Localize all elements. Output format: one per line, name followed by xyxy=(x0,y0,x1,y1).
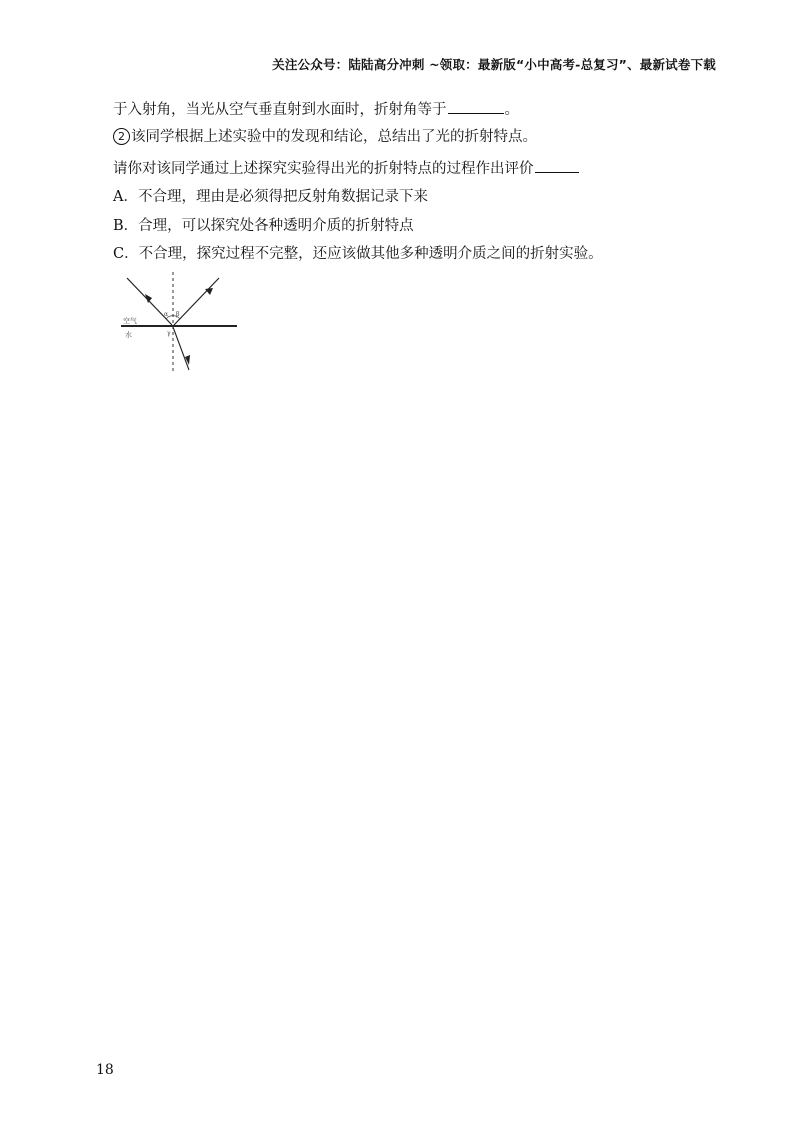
option-c-text: 不合理，探究过程不完整，还应该做其他多种透明介质之间的折射实验。 xyxy=(138,246,603,262)
refracted-ray xyxy=(173,327,189,370)
answer-blank-1 xyxy=(448,99,504,114)
alpha-label: α xyxy=(164,311,169,318)
beta-label: β xyxy=(176,311,180,318)
refraction-diagram xyxy=(115,270,240,378)
option-c-letter: C． xyxy=(113,246,139,262)
question-line-2 xyxy=(113,127,537,147)
water-label: 水 xyxy=(125,331,132,339)
option-a-letter: A． xyxy=(113,189,138,205)
option-b-text: 合理，可以探究处各种透明介质的折射特点 xyxy=(138,218,414,234)
line-1-text: 于入射角，当光从空气垂直射到水面时，折射角等于 xyxy=(113,102,447,118)
option-a-text: 不合理，理由是必须得把反射角数据记录下来 xyxy=(137,189,428,205)
air-label: 空气 xyxy=(123,317,137,325)
option-a xyxy=(113,187,428,207)
line-2-text: 该同学根据上述实验中的发现和结论，总结出了光的折射特点。 xyxy=(131,129,537,145)
gamma-label: γ xyxy=(167,330,171,337)
question-line-3 xyxy=(113,158,580,179)
circled-number-marker: 2 xyxy=(113,128,130,145)
answer-blank-2 xyxy=(535,158,579,173)
page-number: 18 xyxy=(96,1062,114,1078)
page-header: 关注公众号：陆陆高分冲刺 ~领取：最新版“小中高考-总复习”、最新试卷下载 xyxy=(272,57,716,72)
option-c xyxy=(113,244,603,264)
question-line-1 xyxy=(113,99,519,120)
line-3-text: 请你对该同学通过上述探究实验得出光的折射特点的过程作出评价 xyxy=(113,161,534,177)
reflected-ray xyxy=(174,278,219,325)
option-b-letter: B． xyxy=(113,218,139,234)
option-b xyxy=(113,216,414,236)
line-1-end: 。 xyxy=(504,102,519,118)
